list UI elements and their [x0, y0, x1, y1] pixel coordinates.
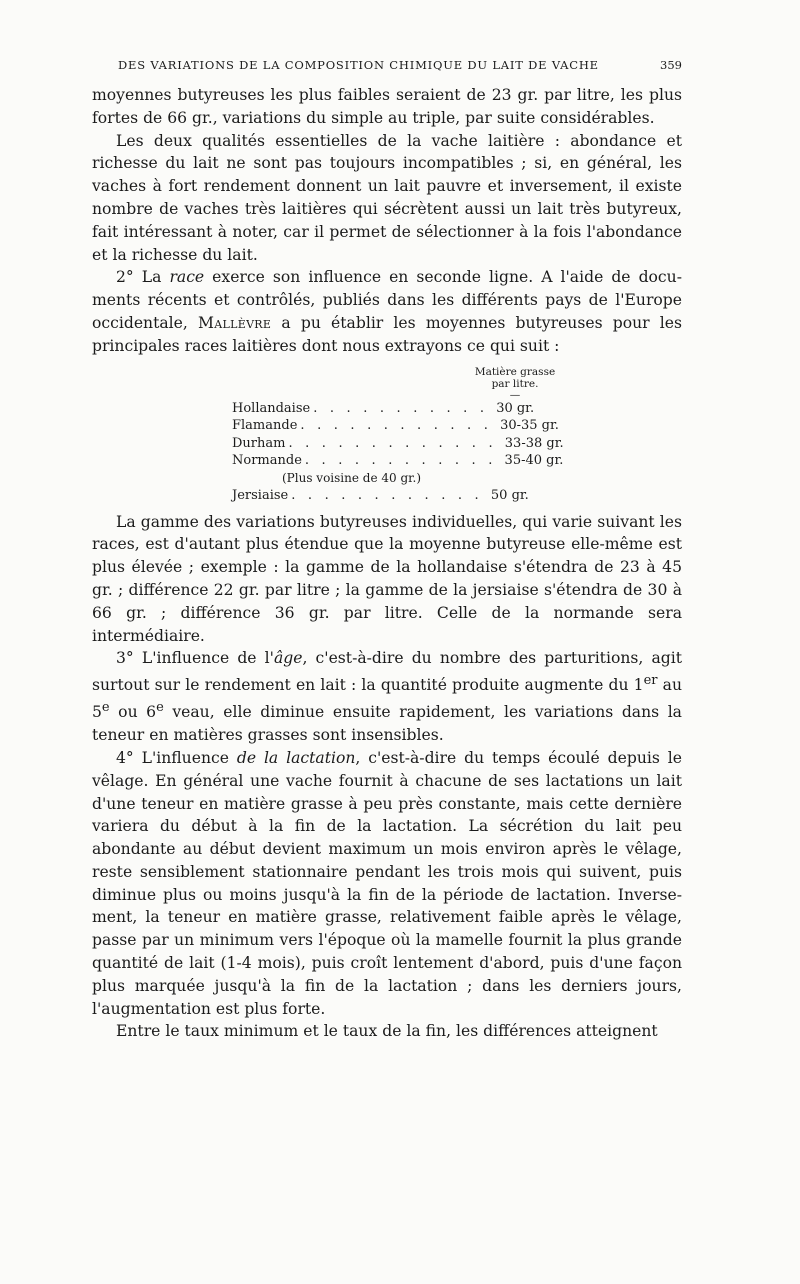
p5-text-middle: , c'est-à-dire du nombre des parturitions, agit surtout sur le rendement en lait : la quantité produite augmente du 1: [92, 649, 682, 695]
p3-italic-race: race: [169, 268, 205, 287]
col-head-line1: Matière grasse: [474, 365, 556, 378]
document-page: [92, 58, 682, 1043]
author-name: Mallèvre: [198, 313, 272, 332]
running-title: DES VARIATIONS DE LA COMPOSITION CHIMIQUE DU LAIT DE VACHE: [118, 58, 599, 72]
breed-name: Flamande: [232, 418, 298, 434]
p3-text-after: a pu établir les moyennes butyreuses pour les principales races laitières dont nous extrayons ce qui suit :: [92, 313, 683, 355]
table-row: [232, 452, 572, 470]
leader-dots: . . . . . . . . . . .: [313, 400, 489, 416]
p5-text-mid2: au 5: [92, 676, 682, 722]
p5-sup-1: er: [643, 673, 658, 689]
paragraph-5: [92, 647, 682, 747]
breed-name: Normande: [232, 453, 302, 469]
p5-text-before: 3° L'influence de l': [116, 649, 274, 668]
fat-value: 33-38 gr.: [504, 435, 564, 451]
paragraph-2: Les deux qualités essentielles de la vache laitière : abondance et richesse du lait ne sont pas toujours incompatibles ; si, en général, les vaches à fort rendement donnent un lait pauvre et inversement, il existe nombre de vaches très laitières qui sécrètent aussi un lait très butyreux, fait intéressant à noter, car il permet de sélectionner à la fois l'abondance et la richesse du lait.: [92, 131, 682, 264]
fat-value: 30 gr.: [496, 400, 535, 416]
p6-text-after: , c'est-à-dire du temps écoulé depuis le vêlage. En général une vache fournit à chacune de ses lactations un lait d'une teneur en matière grasse à peu près constante, mais cette dernière variera du début à la fin de la lactation. La sécrétion du lait peu abondante au début devient maximum un mois environ après le vêlage, reste sensiblement stationnaire pendant les trois mois qui suivent, puis diminue plus ou moins jusqu'à la fin de la période de lactation. Inversement, la teneur en matière grasse, relativement faible après le vêlage, passe par un minimum vers l'époque où la mamelle fournit la plus grande quantité de lait (1-4 mois), puis croît lentement d'abord, puis d'une façon plus marquée jusqu'à la fin de la lactation ; dans les derniers jours, l'augmentation est plus forte.: [92, 748, 682, 1018]
paragraph-1: moyennes butyreuses les plus faibles seraient de 23 gr. par litre, les plus fortes de 66 gr., variations du simple au triple, par suite considérables.: [92, 86, 682, 127]
col-head-dash: —: [509, 388, 521, 401]
paragraph-7: Entre le taux minimum et le taux de la fin, les différences atteignent: [116, 1022, 658, 1041]
table-column-header: [470, 366, 560, 400]
table-row: [232, 435, 572, 453]
p3-text-middle: exerce son influence en seconde ligne. A l'aide de documents récents et contrôlés, publiés dans les différents pays de l'Europe occidentale,: [92, 268, 682, 332]
table-note: (Plus voisine de 40 gr.): [282, 470, 422, 485]
page-number: 359: [660, 58, 682, 72]
page-header: [92, 58, 682, 84]
paragraph-6: [92, 747, 682, 1021]
leader-dots: . . . . . . . . . . . . .: [288, 435, 497, 451]
p3-text-before: 2° La: [116, 268, 170, 287]
table-row: [232, 487, 572, 505]
p5-sup-3: e: [156, 700, 164, 716]
leader-dots: . . . . . . . . . . . .: [300, 418, 493, 434]
col-head-line2: par litre.: [491, 377, 539, 390]
butterfat-table: [232, 366, 572, 505]
fat-value: 35-40 gr.: [504, 453, 564, 469]
p5-text-mid3: ou 6: [109, 703, 157, 722]
table-row: [232, 417, 572, 435]
breed-name: Jersiaise: [232, 488, 289, 504]
leader-dots: . . . . . . . . . . . .: [291, 488, 483, 504]
p5-italic-age: âge: [273, 649, 303, 668]
p6-italic-lactation: de la lactation: [236, 748, 356, 767]
p5-sup-2: e: [101, 700, 110, 716]
leader-dots: . . . . . . . . . . . .: [304, 453, 497, 469]
fat-value: 30-35 gr.: [500, 418, 559, 434]
page-body: [92, 84, 682, 1043]
breed-name: Hollandaise: [232, 400, 311, 416]
fat-value: 50 gr.: [490, 488, 529, 504]
p5-text-after: veau, elle diminue ensuite rapidement, les variations dans la teneur en matières grasses sont insensibles.: [92, 703, 682, 745]
table-row: [232, 400, 572, 418]
paragraph-4: La gamme des variations butyreuses individuelles, qui varie suivant les races, est d'autant plus étendue que la moyenne butyreuse elle-même est plus élevée ; exemple : la gamme de la hollandaise s'étendra de 23 à 45 gr. ; différence 22 gr. par litre ; la gamme de la jersiaise s'étendra de 30 à 66 gr. ; différence 36 gr. par litre. Celle de la normande sera intermédiaire.: [92, 512, 682, 645]
breed-name: Durham: [232, 435, 286, 451]
paragraph-3: [92, 266, 682, 357]
p6-text-before: 4° L'influence: [116, 748, 237, 767]
